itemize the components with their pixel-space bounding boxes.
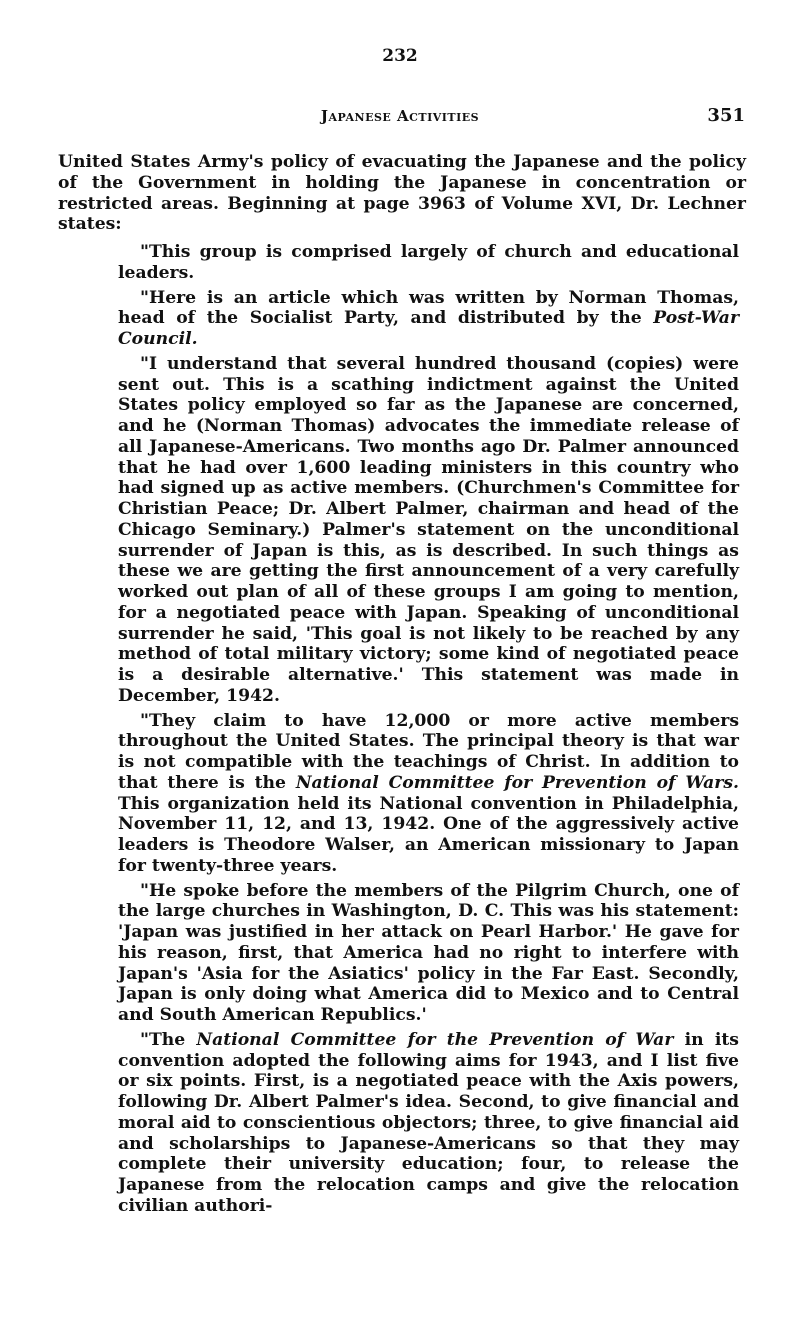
quote-paragraph-4-text: "They claim to have 12,000 or more active members throughout the United States. The principal theory is that war is not compatible with the teachings of Christ. In addition to that there is the — [118, 710, 739, 793]
intro-paragraph: United States Army's policy of evacuating the Japanese and the policy of the Government in holding the Japanese in concentration or restricted areas. Beginning at page 3963 of Volume XVI, Dr. Lechner states: — [58, 152, 746, 235]
section-number: 351 — [707, 105, 745, 126]
quote-paragraph-4 — [118, 711, 739, 877]
quote-paragraph-6-tail: in its convention adopted the following aims for 1943, and I list five or six points. First, is a negotiated peace with the Axis powers, following Dr. Albert Palmer's idea. Second, to give financial and moral aid to conscientious objectors; three, to give financial aid and scholarships to Japanese-Americans so that they may complete their university education; four, to release the Japanese from the relocation camps and give the relocation civilian authori- — [118, 1029, 739, 1216]
publication-title-post-war-council: Post-War Council. — [118, 308, 739, 349]
quote-paragraph-6 — [118, 1030, 739, 1217]
quote-paragraph-2-text: "Here is an article which was written by Norman Thomas, head of the Socialist Party, and distributed by the — [118, 287, 739, 329]
organization-name-prevention-of-war: National Committee for the Prevention of War — [196, 1029, 674, 1050]
quote-paragraph-4-tail: This organization held its National convention in Philadelphia, November 11, 12, and 13, 1942. One of the aggressively active leaders is Theodore Walser, an American missionary to Japan for twenty-three years. — [118, 793, 739, 876]
body-text — [58, 152, 746, 1221]
organization-name-prevention-of-wars: National Committee for Prevention of Wars. — [295, 772, 739, 793]
quote-paragraph-6-text: "The — [140, 1029, 197, 1050]
quote-paragraph-2 — [118, 288, 739, 350]
running-title: Japanese Activities — [320, 107, 480, 125]
quote-paragraph-1: "This group is comprised largely of church and educational leaders. — [118, 242, 739, 283]
running-header — [0, 107, 800, 131]
quoted-testimony — [118, 242, 739, 1217]
quote-paragraph-5: "He spoke before the members of the Pilgrim Church, one of the large churches in Washington, D. C. This was his statement: 'Japan was justified in her attack on Pearl Harbor.' He gave for his reason, first, that America had no right to interfere with Japan's 'Asia for the Asiatics' policy in the Far East. Secondly, Japan is only doing what America did to Mexico and to Central and South American Republics.' — [118, 880, 739, 1025]
page-number: 232 — [382, 46, 418, 66]
quote-paragraph-3: "I understand that several hundred thousand (copies) were sent out. This is a scathing indictment against the United States policy employed so far as the Japanese are concerned, and he (Norman Thomas) advocates the immediate release of all Japanese-Americans. Two months ago Dr. Palmer announced that he had over 1,600 leading ministers in this country who had signed up as active members. (Churchmen's Committee for Christian Peace; Dr. Albert Palmer, chairman and head of the Chicago Seminary.) Palmer's statement on the unconditional surrender of Japan is this, as is described. In such things as these we are getting the first announcement of a very carefully worked out plan of all of these groups I am going to mention, for a negotiated peace with Japan. Speaking of unconditional surrender he said, 'This goal is not likely to be reached by any method of total military victory; some kind of negotiated peace is a desirable alternative.' This statement was made in December, 1942. — [118, 353, 739, 706]
